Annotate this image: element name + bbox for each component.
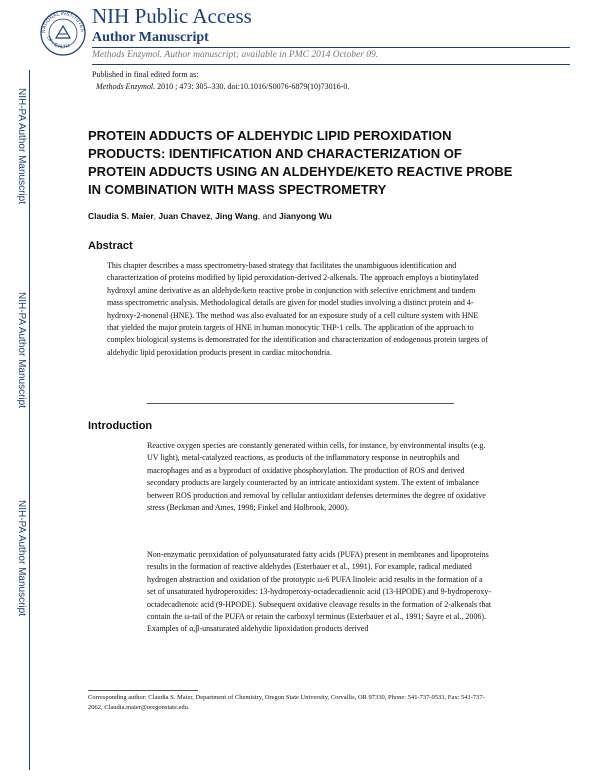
author-separator: , and	[257, 211, 280, 221]
sidebar-label: NIH-PA Author Manuscript	[16, 292, 27, 408]
journal-name: Methods Enzymol	[96, 82, 154, 91]
header-title: NIH Public Access	[92, 4, 252, 28]
introduction-paragraph: Non-enzymatic peroxidation of polyunsaturated fatty acids (PUFA) present in membranes and lipoproteins results in the formation of reactive aldehydes (Esterbauer et al., 1991). For example, radical mediated hydrogen abstraction and oxidation of the prototypic ω-6 PUFA linoleic acid results in the formation of a set of unsaturated hydroperoxides: 13-hydroperoxy-octadecadienoic acid (13-HPODE) and 9-hydroperoxy-octadecadienoic acid (9-HPODE). Subsequent oxidative cleavage results in the formation of 2-alkenals that contain the ω-tail of the PUFA or retain the carboxyl terminus (Esterbauer et al., 1991; Sayre et al., 2006). Examples of α,β-unsaturated aldehydic lipoxidation products derived	[147, 550, 492, 634]
author-separator: ,	[210, 211, 216, 221]
author-separator: ,	[153, 211, 159, 221]
abstract-text: This chapter describes a mass spectrometry-based strategy that facilitates the unambiguous identification and characterization of proteins modified by lipid peroxidation-derived 2-alkenals. The approach employs a biotinylated hydroxyl amine derivative as an aldehyde/keto reactive probe in conjunction with selective enrichment and tandem mass spectrometric analysis. Methodological details are given for model studies involving a distinct protein and 4-hydroxy-2-nonenal (HNE). The method was also evaluated for an exposure study of a cell culture system with HNE that yielded the major protein targets of HNE in human monocytic THP-1 cells. The application of the approach to complex biological systems is demonstrated for the identification and characterization of endogenous protein targets of aldehydic lipid peroxidation products present in cardiac mitochondria.	[107, 261, 489, 357]
publication-citation	[96, 82, 349, 91]
author-name: Jianyong Wu	[279, 211, 332, 221]
header-rule-bottom	[92, 64, 570, 65]
article-title: PROTEIN ADDUCTS OF ALDEHYDIC LIPID PEROXIDATION PRODUCTS: IDENTIFICATION AND CHARACTERIZATION OF PROTEIN ADDUCTS USING AN ALDEHYDE/KETO REACTIVE PROBE IN COMBINATION WITH MASS SPECTROMETRY	[88, 128, 513, 197]
sidebar-label: NIH-PA Author Manuscript	[16, 88, 27, 204]
footnote-divider	[88, 690, 198, 691]
author-name: Jing Wang	[215, 211, 258, 221]
author-name: Juan Chavez	[158, 211, 211, 221]
nih-seal-logo	[38, 4, 88, 62]
author-name: Claudia S. Maier	[88, 211, 154, 221]
header-rule-top	[92, 47, 570, 48]
sidebar-rule	[29, 70, 30, 770]
citation-details: . 2010 ; 473: 305–330. doi:10.1016/S0076-6879(10)73016-0.	[153, 82, 350, 91]
abstract-divider	[147, 403, 454, 404]
sidebar-label: NIH-PA Author Manuscript	[16, 500, 27, 616]
corresponding-author-footnote: Corresponding author: Claudia S. Maier, Department of Chemistry, Oregon State University, Corvallis, OR 97330, Phone: 541-737-9533, Fax: 541-737-2062, Claudia.maier@oregonstate.edu.	[88, 694, 485, 711]
introduction-paragraph: Reactive oxygen species are constantly generated within cells, for instance, by environmental insults (e.g. UV light), metal-catalyzed reactions, as products of the inflammatory response in neutrophils and macrophages and as a byproduct of oxidative phosphorylation. The production of ROS and derived secondary products are largely counteracted by an intricate antioxidant system. The extent of imbalance between ROS production and removal by cellular antioxidant defenses determines the degree of oxidative stress (Beckman and Ames, 1998; Finkel and Holbrook, 2000).	[147, 441, 486, 513]
abstract-heading: Abstract	[88, 240, 133, 252]
seal-text-top: NATIONAL INSTITUTES	[40, 10, 86, 34]
seal-text-bottom: OF HEALTH	[45, 35, 71, 51]
author-list	[88, 211, 332, 221]
svg-text:NATIONAL INSTITUTES	[41, 11, 85, 33]
introduction-heading: Introduction	[88, 420, 153, 432]
availability-note: Methods Enzymol. Author manuscript; available in PMC 2014 October 09.	[92, 50, 379, 60]
header-subtitle: Author Manuscript	[92, 30, 209, 45]
published-label: Published in final edited form as:	[92, 70, 199, 79]
